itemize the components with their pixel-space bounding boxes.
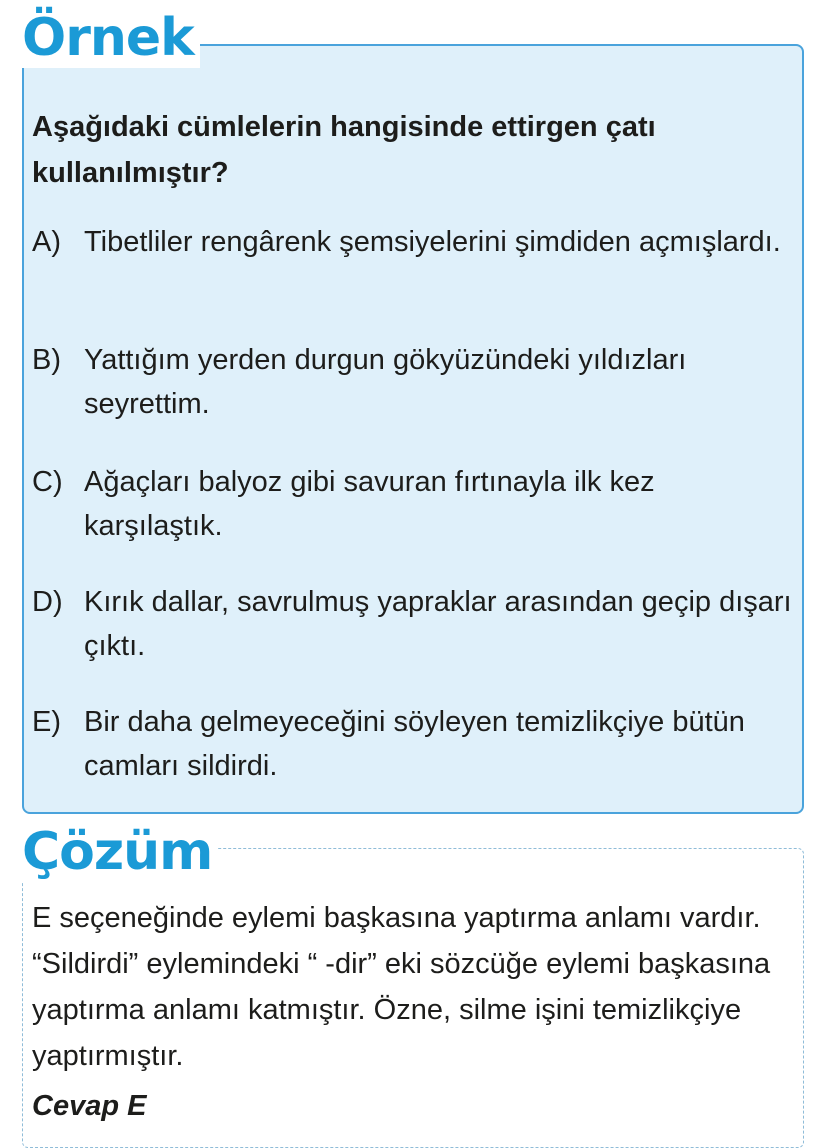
question-text: Aşağıdaki cümlelerin hangisinde ettirgen çatı kullanılmıştır? bbox=[32, 111, 656, 189]
option-letter: E) bbox=[32, 706, 61, 738]
option-letter: B) bbox=[32, 344, 61, 376]
option-text: Ağaçları balyoz gibi savuran fırtınayla ilk kez karşılaştık. bbox=[84, 466, 655, 542]
option-text: Yattığım yerden durgun gökyüzündeki yıldızları seyrettim. bbox=[84, 344, 687, 420]
option-letter: C) bbox=[32, 466, 63, 498]
example-heading: Örnek bbox=[22, 8, 200, 68]
option-text: Kırık dallar, savrulmuş yapraklar arasından geçip dışarı çıktı. bbox=[84, 586, 792, 662]
option-letter: D) bbox=[32, 586, 63, 618]
solution-heading: Çözüm bbox=[22, 822, 218, 882]
option-letter: A) bbox=[32, 226, 61, 258]
solution-text: E seçeneğinde eylemi başkasına yaptırma anlamı vardır. “Sildirdi” eylemindeki “ -dir” eki sözcüğe eylemi başkasına yaptırma anlamı katmıştır. Özne, silme işini temizlikçiye yaptırmıştır. bbox=[32, 902, 771, 1072]
answer-text: Cevap E bbox=[32, 1090, 147, 1122]
option-text: Bir daha gelmeyeceğini söyleyen temizlikçiye bütün camları sildirdi. bbox=[84, 706, 745, 782]
option-text: Tibetliler rengârenk şemsiyelerini şimdiden açmışlardı. bbox=[84, 226, 781, 258]
